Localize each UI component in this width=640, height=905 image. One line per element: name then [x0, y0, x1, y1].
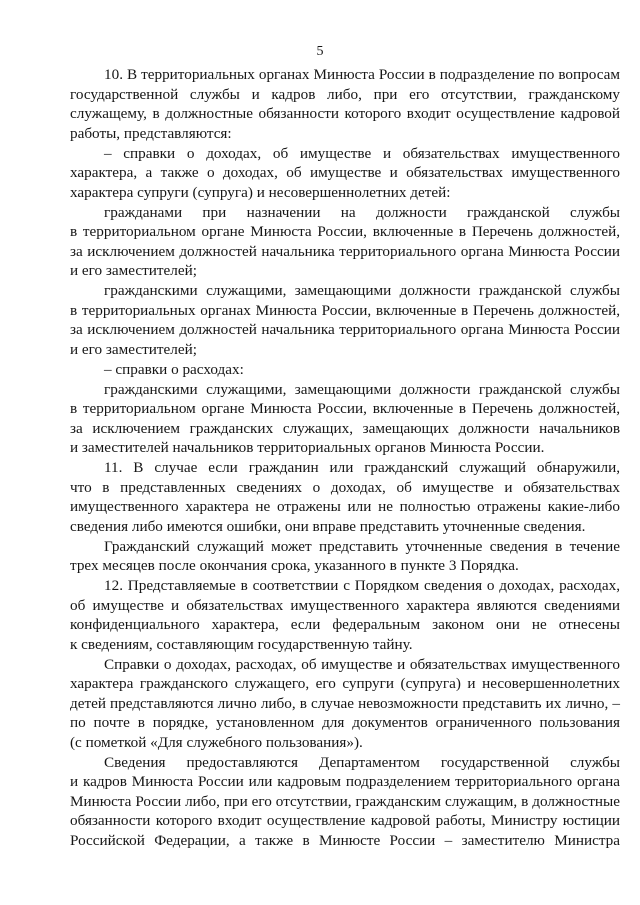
- text-line: гражданскими служащими, замещающими должности гражданской службы: [104, 282, 620, 299]
- text-line: в территориальном органе Минюста России, включенные в Перечень должностей,: [70, 223, 620, 240]
- text-line: детей представляются лично либо, в случае невозможности представить их лично, –: [70, 694, 620, 712]
- text-line: Гражданский служащий может представить уточненные сведения в течение: [104, 537, 620, 555]
- text-line: – справки о расходах:: [104, 360, 244, 378]
- text-line: гражданскими служащими, замещающими должности гражданской службы: [104, 380, 620, 398]
- text-line: в территориальном органе Минюста России, включенные в Перечень должностей,: [70, 400, 620, 417]
- text-line: – справки о доходах, об имуществе и обязательствах имущественного: [104, 144, 620, 162]
- paragraph: [70, 537, 620, 576]
- text-line: к сведениям, составляющим государственную тайну.: [70, 635, 413, 653]
- text-line: сведения либо имеются ошибки, они вправе представить уточненные сведения.: [70, 517, 586, 535]
- paragraph: [70, 458, 620, 536]
- paragraph: [70, 65, 620, 143]
- text-line: работы, представляются:: [70, 124, 232, 142]
- text-line: государственной службы и кадров либо, при его отсутствии, гражданскому: [70, 85, 620, 103]
- text-line: за исключением должностей начальника территориального органа Минюста России: [70, 321, 620, 338]
- text-line: за исключением гражданских служащих, замещающих должности начальников: [70, 419, 620, 437]
- paragraph: [70, 144, 620, 203]
- text-line: за исключением должностей начальника территориального органа Минюста России: [70, 242, 620, 260]
- text-line: (с пометкой «Для служебного пользования»).: [70, 733, 363, 751]
- paragraph: [70, 360, 620, 380]
- text-line: в территориальных органах Минюста России, включенные в Перечень должностей,: [70, 301, 620, 319]
- paragraph: [70, 655, 620, 753]
- text-line: что в представленных сведениях о доходах, об имуществе и обязательствах: [70, 478, 620, 496]
- paragraph: [70, 380, 620, 458]
- text-line: служащему, в должностные обязанности которого входит осуществление кадровой: [70, 105, 620, 122]
- text-line: Справки о доходах, расходах, об имуществе и обязательствах имущественного: [104, 655, 620, 673]
- paragraph: [70, 753, 620, 851]
- text-line: и его заместителей;: [70, 262, 197, 279]
- text-line: 10. В территориальных органах Минюста России в подразделение по вопросам: [104, 66, 620, 83]
- paragraph: [70, 281, 620, 359]
- text-line: имущественного характера не отражены или не полностью отражены какие-либо: [70, 498, 620, 515]
- paragraph: [70, 576, 620, 654]
- text-line: характера супруги (супруга) и несовершеннолетних детей:: [70, 183, 451, 201]
- text-line: Российской Федерации, а также в Минюсте России – заместителю Министра: [70, 831, 620, 849]
- text-line: характера, а также о доходах, об имуществе и обязательствах имущественного: [70, 164, 620, 181]
- document-body: [70, 65, 620, 851]
- paragraph: [70, 203, 620, 281]
- text-line: 11. В случае если гражданин или гражданский служащий обнаружили,: [104, 459, 620, 476]
- text-line: характера гражданского служащего, его супруги (супруга) и несовершеннолетних: [70, 675, 620, 692]
- text-line: и заместителей начальников территориальных органов Минюста России.: [70, 439, 545, 456]
- text-line: Минюста России либо, при его отсутствии, гражданским служащим, в должностные: [70, 792, 620, 810]
- text-line: гражданами при назначении на должности гражданской службы: [104, 203, 620, 221]
- text-line: по почте в порядке, установленном для документов ограниченного пользования: [70, 714, 620, 731]
- page-number: 5: [316, 44, 324, 59]
- text-line: обязанности которого входит осуществление кадровой работы, Министру юстиции: [70, 812, 620, 829]
- text-line: и его заместителей;: [70, 340, 197, 358]
- text-line: и кадров Минюста России или кадровым подразделением территориального органа: [70, 773, 620, 790]
- text-line: 12. Представляемые в соответствии с Порядком сведения о доходах, расходах,: [104, 577, 620, 594]
- text-line: конфиденциального характера, если федеральным законом они не отнесены: [70, 616, 620, 633]
- text-line: трех месяцев после окончания срока, указанного в пункте 3 Порядка.: [70, 557, 519, 574]
- text-line: Сведения предоставляются Департаментом государственной службы: [104, 753, 620, 771]
- text-line: об имуществе и обязательствах имущественного характера являются сведениями: [70, 596, 620, 614]
